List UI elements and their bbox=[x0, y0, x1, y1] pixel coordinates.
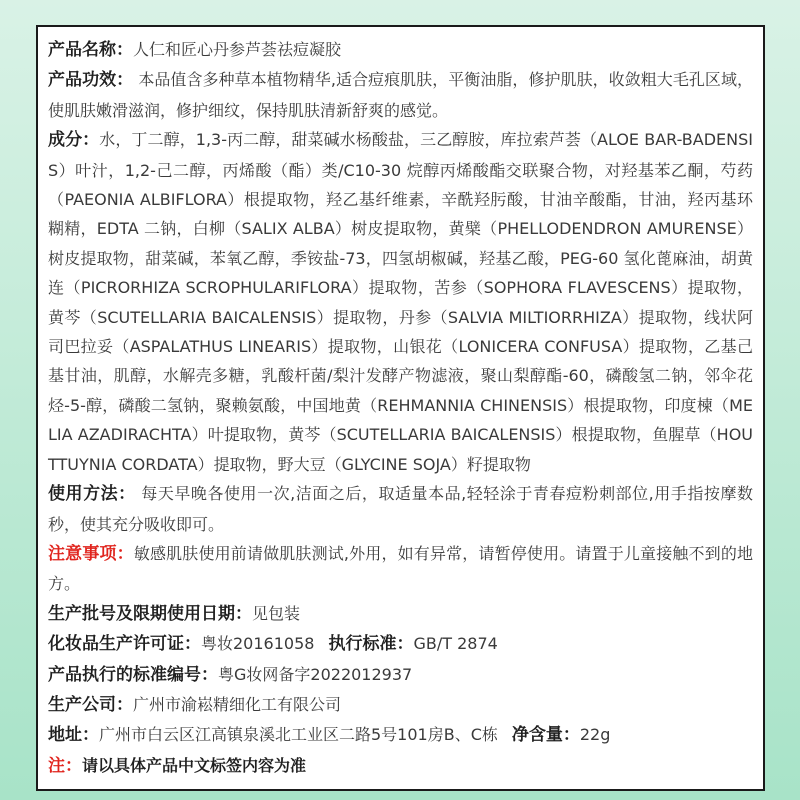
standard-number-label: 产品执行的标准编号： bbox=[48, 664, 218, 685]
efficacy-row bbox=[48, 65, 753, 125]
net-content-label: 净含量： bbox=[511, 725, 580, 746]
net-content-value: 22g bbox=[579, 725, 611, 745]
standard-value: GB/T 2874 bbox=[413, 634, 498, 654]
usage-row bbox=[48, 479, 753, 539]
product-name-value: 人仁和匠心丹参芦荟祛痘凝胶 bbox=[133, 40, 342, 59]
ingredients-label: 成分： bbox=[48, 130, 100, 151]
note-label: 注： bbox=[48, 755, 82, 776]
caution-row bbox=[48, 539, 753, 599]
address-row bbox=[48, 720, 753, 750]
batch-value: 见包装 bbox=[252, 603, 301, 623]
caution-value: 敏感肌肤使用前请做肌肤测试,外用，如有异常，请暂停使用。请置于儿童接触不到的地方。 bbox=[48, 543, 754, 594]
address-label: 地址： bbox=[48, 725, 99, 746]
standard-number-value: 粤G妆网备字2022012937 bbox=[218, 664, 413, 684]
product-label-card bbox=[36, 25, 765, 791]
address-value: 广州市白云区江高镇泉溪北工业区二路5号101房B、C栋 bbox=[99, 725, 498, 745]
standard-number-row bbox=[48, 660, 753, 690]
company-row bbox=[48, 690, 753, 720]
company-value: 广州市渝崧精细化工有限公司 bbox=[133, 694, 342, 714]
license-label: 化妆品生产许可证： bbox=[48, 634, 201, 655]
batch-row bbox=[48, 599, 753, 629]
batch-label: 生产批号及限期使用日期： bbox=[48, 603, 252, 624]
ingredients-row bbox=[48, 125, 753, 479]
product-name-row bbox=[48, 35, 753, 65]
efficacy-label: 产品功效： bbox=[48, 70, 134, 91]
company-label: 生产公司： bbox=[48, 694, 133, 715]
ingredients-value: 水，丁二醇，1,3-丙二醇，甜菜碱水杨酸盐，三乙醇胺，库拉索芦荟（ALOE BAR-BADENSIS）叶汁，1,2-己二醇，丙烯酸（酯）类/C10-30 烷醇丙烯酸酯交联聚合物，对羟基苯乙酮，芍药（PAEONIA ALBIFLORA）根提取物，羟乙基纤维素，辛酰羟肟酸，甘油辛酸酯，甘油，羟丙基环糊精，EDTA 二钠，白柳（SALIX ALBA）树皮提取物，黄檗（PHELLODENDRON AMURENSE）树皮提取物，甜菜碱，苯氧乙醇，季铵盐-73，四氢胡椒碱，羟基乙酸，PEG-60 氢化蓖麻油，胡黄连（PICRORHIZA SCROPHULARIFLORA）提取物，苦参（SOPHORA FLAVESCENS）提取物，黄芩（SCUTELLARIA BAICALENSIS）提取物，丹参（SALVIA MILTIORRHIZA）提取物，线状阿司巴拉妥（ASPALATHUS LINEARIS）提取物，山银花（LONICERA CONFUSA）提取物，乙基己基甘油，肌醇，水解壳多糖，乳酸杆菌/梨汁发酵产物滤液，聚山梨醇酯-60，磷酸氢二钠，邻伞花烃-5-醇，磷酸二氢钠，聚赖氨酸，中国地黄（REHMANNIA CHINENSIS）根提取物，印度楝（MELIA AZADIRACHTA）叶提取物，黄芩（SCUTELLARIA BAICALENSIS）根提取物，鱼腥草（HOUTTUYNIA CORDATA）提取物，野大豆（GLYCINE SOJA）籽提取物 bbox=[48, 130, 754, 474]
standard-label: 执行标准： bbox=[328, 634, 414, 655]
license-value: 粤妆20161058 bbox=[201, 634, 315, 654]
caution-label: 注意事项： bbox=[48, 543, 134, 564]
usage-label: 使用方法： bbox=[48, 484, 136, 505]
efficacy-value: 本品值含多种草本植物精华,适合痘痕肌肤，平衡油脂，修护肌肤，收敛粗大毛孔区域，使肌肤嫩滑滋润，修护细纹，保持肌肤清新舒爽的感觉。 bbox=[48, 70, 753, 120]
license-row bbox=[48, 629, 753, 659]
usage-value: 每天早晚各使用一次,洁面之后，取适量本品,轻轻涂于青春痘粉刺部位,用手指按摩数秒，使其充分吸收即可。 bbox=[48, 484, 753, 534]
product-name-label: 产品名称： bbox=[48, 40, 133, 60]
note-row bbox=[48, 751, 753, 781]
note-value: 请以具体产品中文标签内容为准 bbox=[82, 755, 307, 775]
